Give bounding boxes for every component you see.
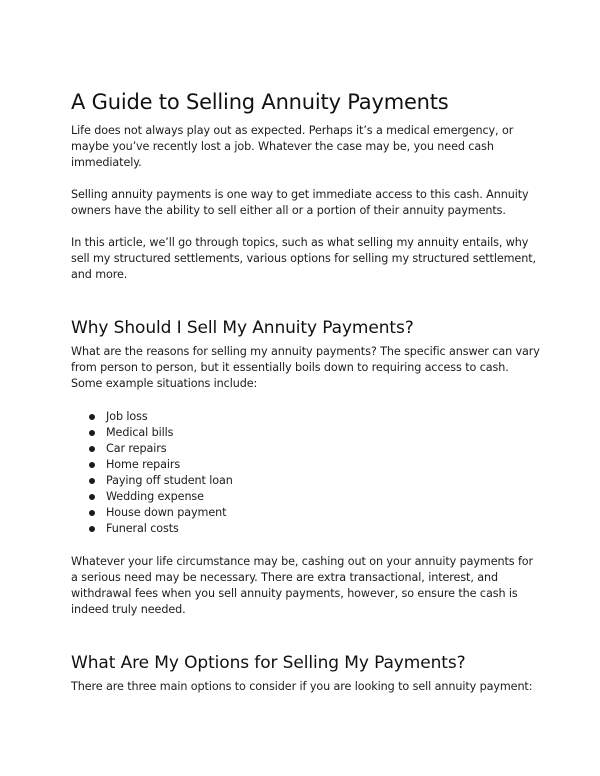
list-item [89, 457, 541, 473]
list-item [89, 521, 541, 537]
list-item-text: Job loss [106, 410, 148, 423]
bullet-dot [89, 446, 95, 452]
page-title: A Guide to Selling Annuity Payments [71, 90, 449, 114]
reasons-list [71, 409, 541, 537]
list-item-text: House down payment [106, 506, 227, 519]
list-item [89, 409, 541, 425]
list-item-text: Wedding expense [106, 490, 204, 503]
bullet-dot [89, 478, 95, 484]
list-item-text: Funeral costs [106, 522, 179, 535]
intro-paragraph-2: Selling annuity payments is one way to get immediate access to this cash. Annuity owners have the ability to sell either all or a portion of their annuity payments. [71, 188, 529, 217]
list-item-text: Car repairs [106, 442, 167, 455]
section-options-lead: There are three main options to consider if you are looking to sell annuity payment: [71, 680, 533, 693]
bullet-dot [89, 462, 95, 468]
list-item-text: Paying off student loan [106, 474, 233, 487]
bullet-dot [89, 526, 95, 532]
bullet-dot [89, 414, 95, 420]
list-item [89, 473, 541, 489]
bullet-dot [89, 494, 95, 500]
section-heading-why-sell: Why Should I Sell My Annuity Payments? [71, 318, 414, 338]
intro-paragraph-1: Life does not always play out as expected. Perhaps it’s a medical emergency, or maybe you’ve recently lost a job. Whatever the case may be, you need cash immediately. [71, 124, 514, 169]
list-item [89, 505, 541, 521]
list-item [89, 441, 541, 457]
list-item [89, 489, 541, 505]
list-item-text: Home repairs [106, 458, 181, 471]
list-item-text: Medical bills [106, 426, 174, 439]
section-why-sell-closing: Whatever your life circumstance may be, cashing out on your annuity payments for a serious need may be necessary. There are extra transactional, interest, and withdrawal fees when you sell annuity payments, however, so ensure the cash is indeed truly needed. [71, 555, 534, 616]
bullet-dot [89, 510, 95, 516]
section-why-sell-lead: What are the reasons for selling my annuity payments? The specific answer can vary from person to person, but it essentially boils down to requiring access to cash. Some example situations include: [71, 345, 540, 390]
document-content [71, 88, 541, 695]
bullet-dot [89, 430, 95, 436]
list-item [89, 425, 541, 441]
intro-paragraph-3: In this article, we’ll go through topics, such as what selling my annuity entails, why sell my structured settlements, various options for selling my structured settlement, and more. [71, 236, 536, 281]
section-heading-options: What Are My Options for Selling My Payments? [71, 653, 466, 673]
